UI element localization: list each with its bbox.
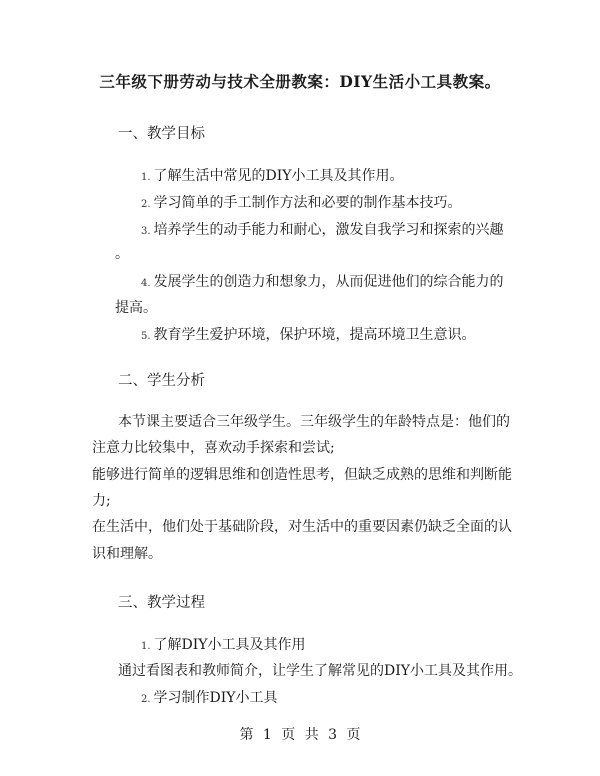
list-item	[141, 634, 306, 654]
list-text: 了解生活中常见的DIY小工具及其作用。	[153, 168, 404, 184]
paragraph-line: 本节课主要适合三年级学生。三年级学生的年龄特点是：他们的	[118, 414, 510, 430]
paragraph-line: 能够进行简单的逻辑思维和创造性思考，但缺乏成熟的思维和判断能	[92, 467, 512, 483]
list-text: 学习简单的手工制作方法和必要的制作基本技巧。	[153, 195, 462, 211]
document-title: 三年级下册劳动与技术全册教案：DIY生活小工具教案。	[99, 72, 501, 91]
paragraph-line: 在生活中，他们处于基础阶段，对生活中的重要因素仍缺乏全面的认	[92, 519, 512, 535]
list-number: 4.	[141, 278, 151, 289]
paragraph-line: 力;	[92, 493, 111, 509]
paragraph-line: 通过看图表和教师简介，让学生了解常见的DIY小工具及其作用。	[118, 663, 522, 679]
list-text: 学习制作DIY小工具	[153, 690, 278, 706]
paragraph-line: 注意力比较集中，喜欢动手探索和尝试;	[92, 440, 335, 456]
list-text: 了解DIY小工具及其作用	[153, 637, 306, 653]
list-item-continuation: 提高。	[115, 300, 157, 316]
list-number: 1.	[141, 172, 151, 183]
list-number: 5.	[141, 331, 151, 342]
list-item	[141, 219, 504, 239]
list-item-continuation: 。	[115, 246, 129, 262]
list-item	[141, 324, 476, 344]
page-footer: 第 1 页 共 3 页	[239, 727, 361, 743]
list-item	[141, 192, 462, 212]
list-text: 教育学生爱护环境，保护环境，提高环境卫生意识。	[153, 327, 476, 343]
list-number: 2.	[141, 199, 151, 210]
section-heading-student-analysis: 二、学生分析	[118, 373, 205, 389]
list-number: 2.	[141, 694, 151, 705]
list-text: 培养学生的动手能力和耐心，激发自我学习和探索的兴趣	[153, 222, 504, 238]
section-heading-teaching-process: 三、教学过程	[118, 595, 205, 611]
list-item	[141, 271, 504, 291]
list-text: 发展学生的创造力和想象力，从而促进他们的综合能力的	[153, 274, 504, 290]
list-number: 3.	[141, 226, 151, 237]
list-number: 1.	[141, 641, 151, 652]
paragraph-line: 识和理解。	[92, 546, 162, 562]
section-heading-objectives: 一、教学目标	[118, 126, 205, 142]
list-item	[141, 165, 404, 185]
list-item	[141, 687, 278, 707]
